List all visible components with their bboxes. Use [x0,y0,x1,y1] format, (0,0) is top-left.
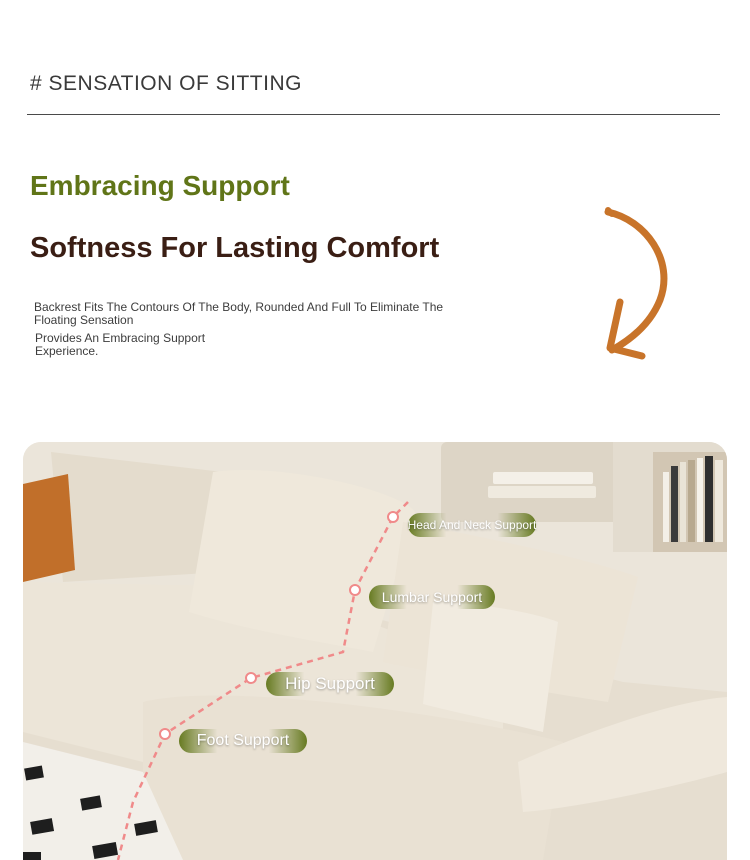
head-support-point [388,512,398,522]
curved-arrow-icon [590,200,680,370]
sofa-illustration [23,442,727,860]
hip-support-point [246,673,256,683]
description-line-2: Provides An Embracing Support Experience. [35,331,206,358]
section-divider [27,114,720,115]
sofa-photo [23,442,727,860]
hip-support-label: Hip Support [266,672,394,696]
lumbar-support-point [350,585,360,595]
head-neck-support-label: Head And Neck Support [408,513,536,537]
lumbar-support-label: Lumbar Support [369,585,495,609]
foot-support-label: Foot Support [179,729,307,753]
headline: Embracing Support [30,170,290,201]
subheadline: Softness For Lasting Comfort [30,232,440,264]
description-line-1: Backrest Fits The Contours Of The Body, Rounded And Full To Eliminate The Floating Sensation [34,300,444,327]
section-title: # SENSATION OF SITTING [30,72,302,95]
foot-support-point [160,729,170,739]
